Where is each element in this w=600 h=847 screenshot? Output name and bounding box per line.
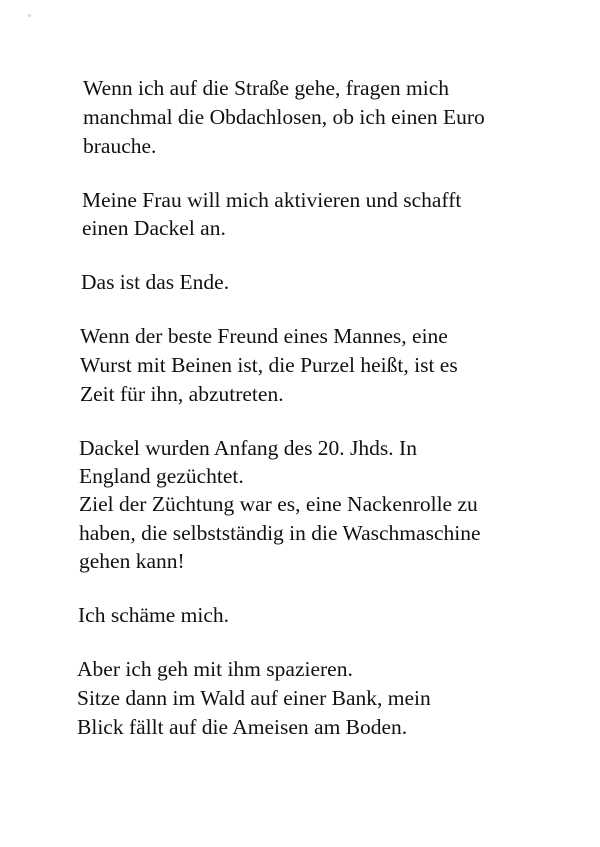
paragraph-7-line-3: Blick fällt auf die Ameisen am Boden. [77, 715, 408, 739]
paragraph-1-line-1: Wenn ich auf die Straße gehe, fragen mich [83, 76, 450, 100]
scan-speck [28, 14, 31, 17]
paragraph-2-line-1: Meine Frau will mich aktivieren und schafft [82, 188, 462, 212]
paragraph-5-line-4: haben, die selbstständig in die Waschmaschine [79, 521, 481, 545]
paragraph-5-line-1: Dackel wurden Anfang des 20. Jhds. In [79, 436, 417, 460]
paragraph-3-line-1: Das ist das Ende. [81, 270, 230, 294]
paragraph-1-line-2: manchmal die Obdachlosen, ob ich einen Euro [83, 105, 485, 129]
paragraph-5-line-2: England gezüchtet. [79, 464, 244, 488]
paragraph-1-line-3: brauche. [83, 134, 157, 158]
paragraph-4-line-3: Zeit für ihn, abzutreten. [80, 382, 284, 406]
paragraph-4-line-2: Wurst mit Beinen ist, die Purzel heißt, ist es [80, 353, 458, 377]
paragraph-4-line-1: Wenn der beste Freund eines Mannes, eine [80, 324, 448, 348]
paragraph-5-line-3: Ziel der Züchtung war es, eine Nackenrolle zu [79, 492, 478, 516]
paragraph-5-line-5: gehen kann! [79, 549, 185, 573]
paragraph-2-line-2: einen Dackel an. [82, 216, 226, 240]
paragraph-7-line-2: Sitze dann im Wald auf einer Bank, mein [77, 686, 431, 710]
paragraph-6-line-1: Ich schäme mich. [78, 603, 230, 627]
paragraph-7-line-1: Aber ich geh mit ihm spazieren. [77, 657, 353, 681]
